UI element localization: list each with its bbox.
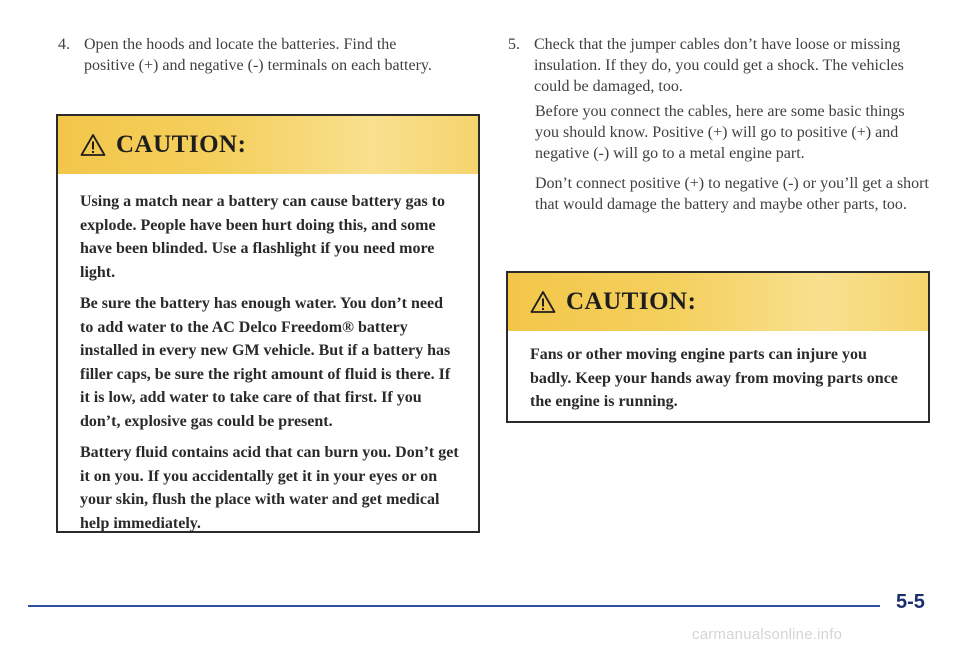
caution-header <box>508 273 928 331</box>
warning-triangle-icon <box>80 133 106 157</box>
caution-paragraph: Using a match near a battery can cause battery gas to explode. People have been hurt doing this, and some have been blinded. Use a flashlight if you need more light. <box>80 193 445 281</box>
warning-triangle-icon <box>530 290 556 314</box>
caution-box-battery <box>56 114 480 533</box>
body-text-block <box>535 101 930 215</box>
step-text: Check that the jumper cables don’t have loose or missing insulation. If they do, you could get a shock. The vehicles could be damaged, too. <box>534 36 904 95</box>
body-paragraph: Before you connect the cables, here are some basic things you should know. Positive (+) will go to positive (+) and negative (-) will go to a metal engine part. <box>535 103 905 162</box>
step-number: 4. <box>58 36 70 53</box>
step-4 <box>58 34 443 76</box>
caution-title: CAUTION: <box>566 288 697 315</box>
body-paragraph: Don’t connect positive (+) to negative (-) or you’ll get a short that would damage the battery and maybe other parts, too. <box>535 175 929 213</box>
caution-header <box>58 116 478 174</box>
caution-box-fans <box>506 271 930 423</box>
caution-paragraph: Battery fluid contains acid that can burn you. Don’t get it on you. If you accidentally get it in your eyes or on your skin, flush the place with water and get medical help immediately. <box>80 444 459 532</box>
footer-rule <box>28 605 880 607</box>
caution-body <box>508 331 928 432</box>
step-text: Open the hoods and locate the batteries. Find the positive (+) and negative (-) terminals on each battery. <box>84 36 432 74</box>
caution-body <box>58 174 478 553</box>
step-5 <box>508 34 928 97</box>
step-number: 5. <box>508 36 520 53</box>
page-number: 5-5 <box>896 591 925 613</box>
caution-paragraph: Be sure the battery has enough water. You don’t need to add water to the AC Delco Freedom® battery installed in every new GM vehicle. But if a battery has filler caps, be sure the right amount of fluid is there. If it is low, add water to take care of that first. If you don’t, explosive gas could be present. <box>80 295 451 430</box>
caution-title: CAUTION: <box>116 131 247 158</box>
caution-paragraph: Fans or other moving engine parts can injure you badly. Keep your hands away from moving parts once the engine is running. <box>530 346 898 410</box>
watermark: carmanualsonline.info <box>692 626 843 643</box>
